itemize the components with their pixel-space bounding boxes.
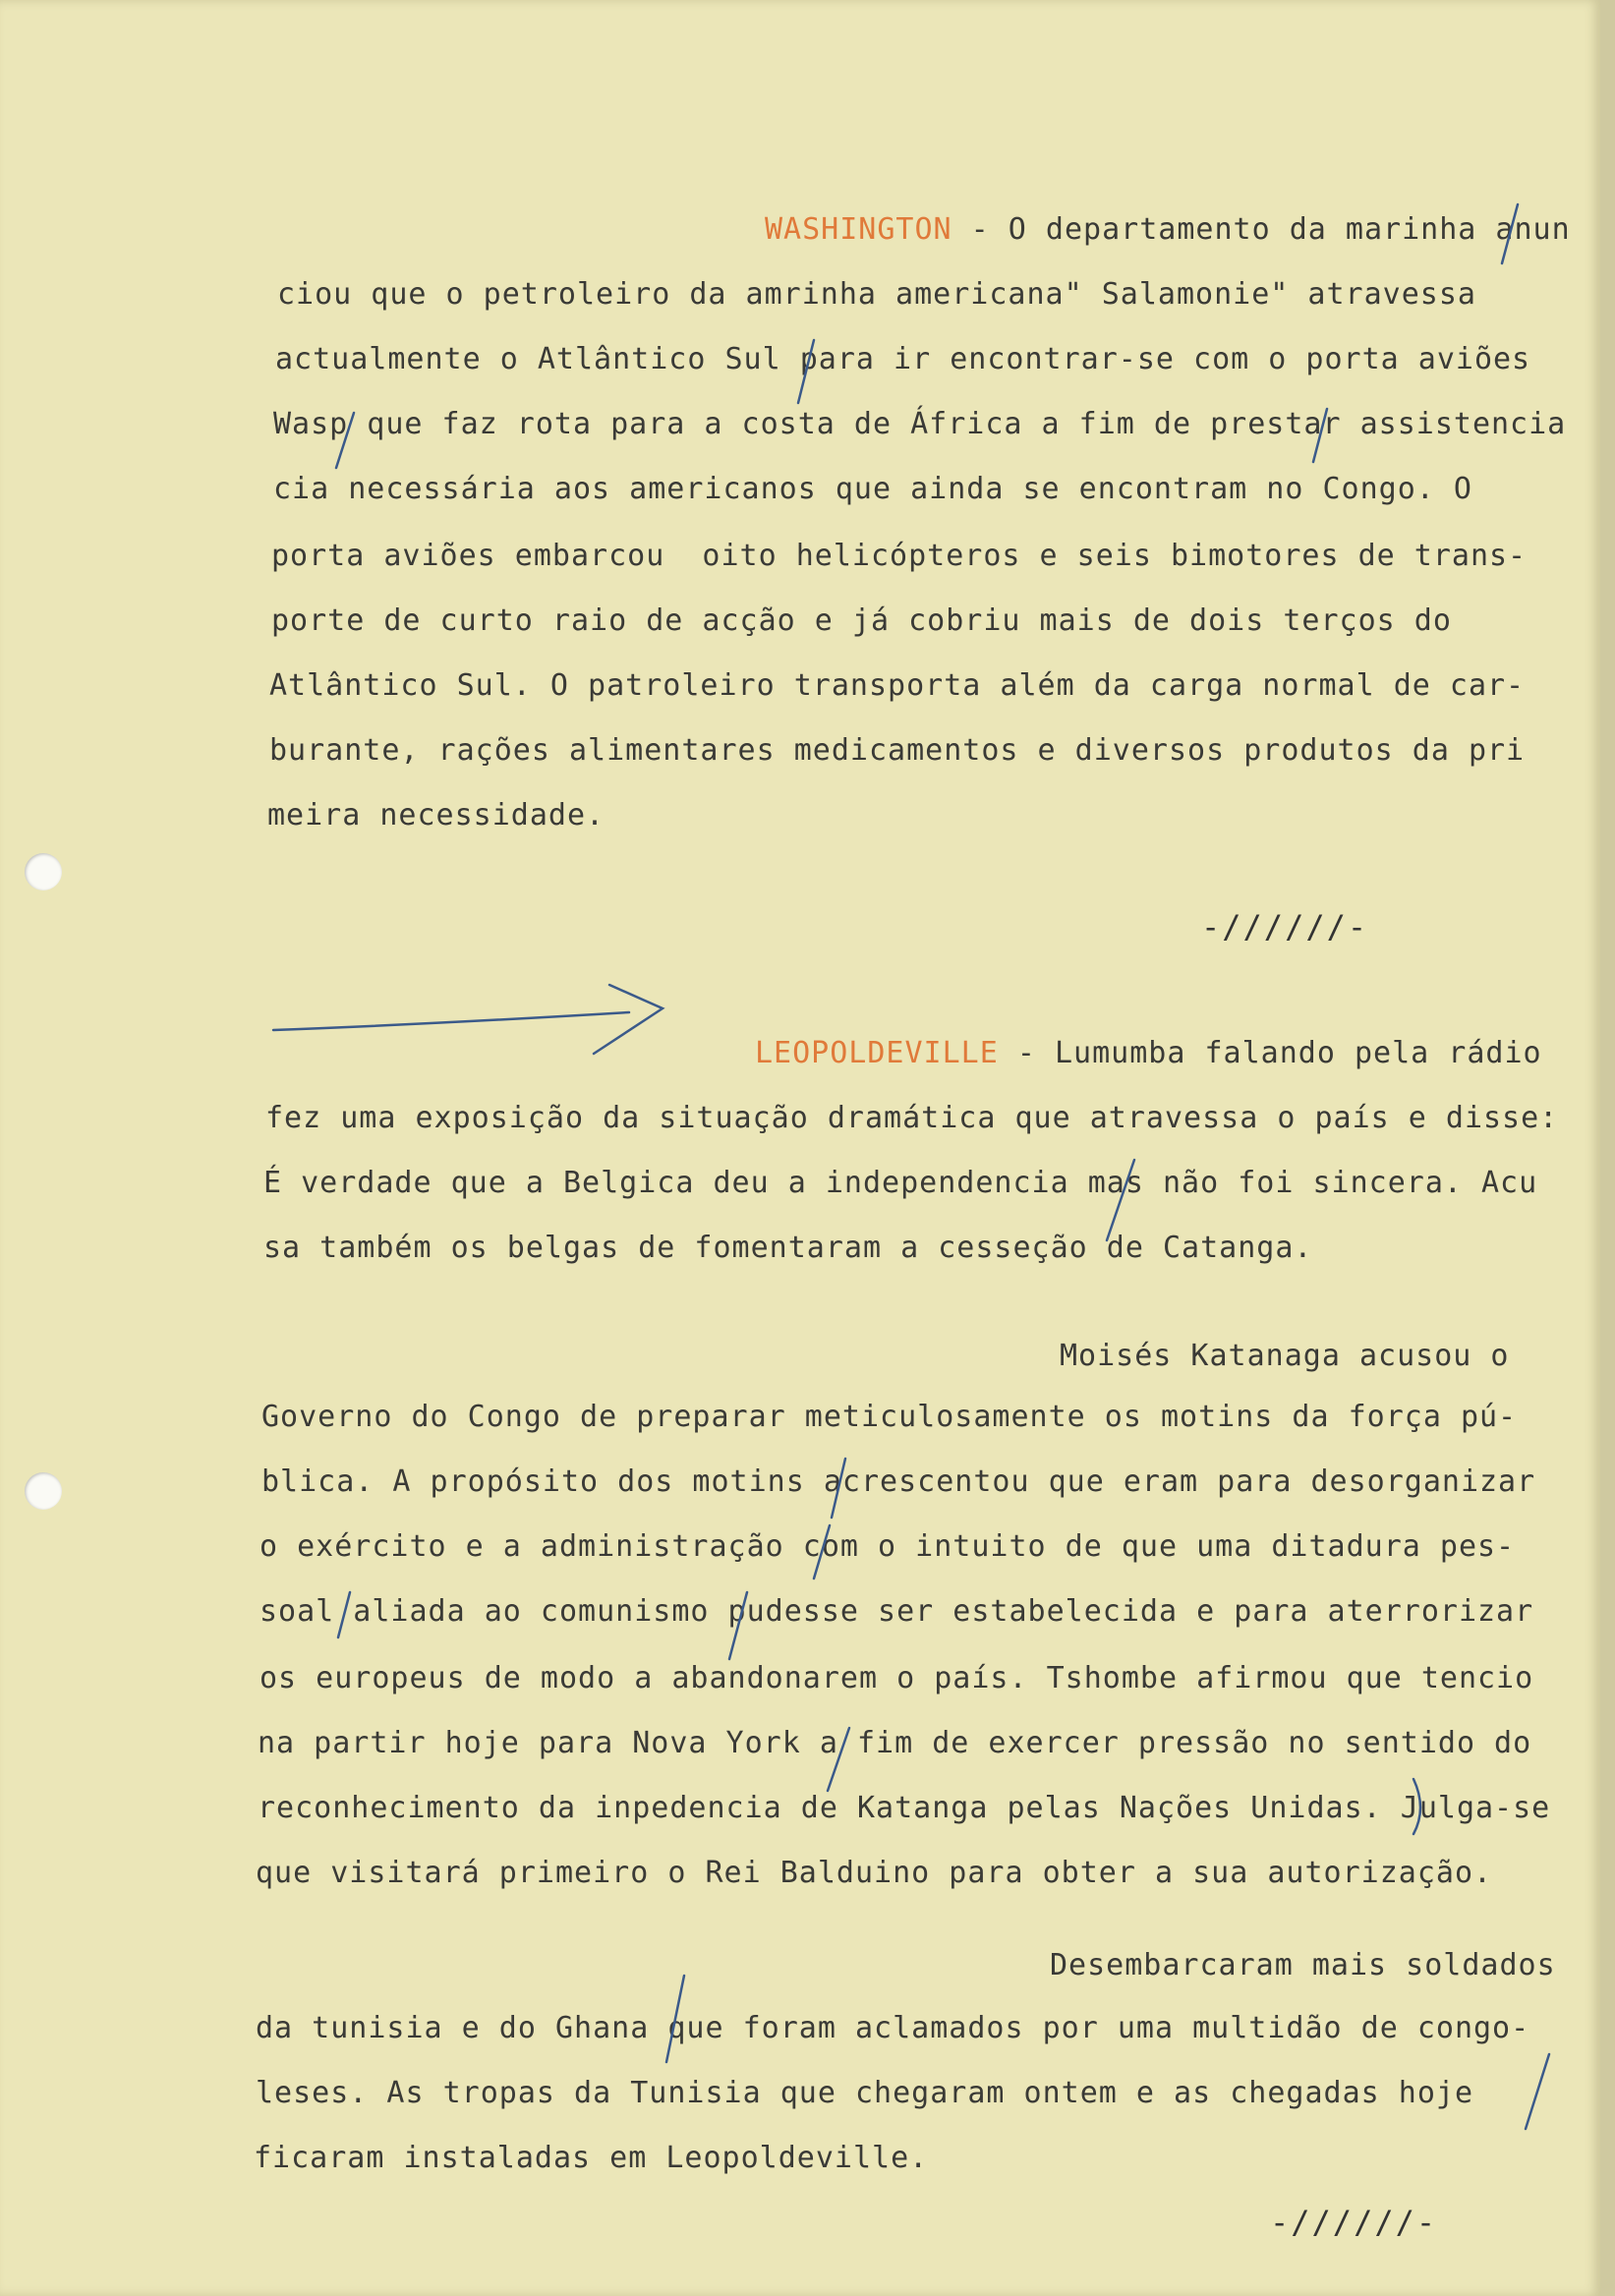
story-2-line-16: leses. As tropas da Tunisia que chegaram ontem e as chegadas hoje — [256, 2076, 1473, 2110]
story-2-line-2: fez uma exposição da situação dramática que atravessa o país e disse: — [265, 1101, 1559, 1135]
story-1-line-2: ciou que o petroleiro da amrinha americana" Salamonie" atravessa — [277, 277, 1476, 312]
story-1-line-10: meira necessidade. — [267, 798, 606, 832]
dateline-leopoldeville: LEOPOLDEVILLE — [755, 1036, 999, 1070]
story-1-line-1: WASHINGTON - O departamento da marinha anun — [765, 212, 1571, 247]
story-2-line-1: LEOPOLDEVILLE - Lumumba falando pela rádio — [755, 1036, 1542, 1070]
story-2-line-6: Governo do Congo de preparar meticulosamente os motins da força pú- — [261, 1400, 1518, 1434]
end-mark-1: -//////- — [1201, 908, 1369, 946]
story-2-line-3: É verdade que a Belgica deu a independencia mas não foi sincera. Acu — [263, 1166, 1538, 1200]
story-2-line-17: ficaram instaladas em Leopoldeville. — [254, 2141, 929, 2175]
story-2-line-15: da tunisia e do Ghana que foram aclamados por uma multidão de congo- — [256, 2011, 1530, 2045]
story-2-line-12: reconhecimento da inpedencia de Katanga pelas Nações Unidas. Julga-se — [258, 1791, 1551, 1825]
story-2-line-11: na partir hoje para Nova York a fim de exercer pressão no sentido do — [258, 1726, 1532, 1760]
story-2-line-7: blica. A propósito dos motins acrescentou que eram para desorganizar — [261, 1464, 1536, 1499]
story-2-line-9: soal aliada ao comunismo pudesse ser estabelecida e para aterrorizar — [260, 1594, 1534, 1629]
story-1-line-7: porte de curto raio de acção e já cobriu mais de dois terços do — [271, 603, 1452, 638]
story-2-line-14: Desembarcaram mais soldados — [1050, 1948, 1556, 1982]
story-2-line-10: os europeus de modo a abandonarem o país. Tshombe afirmou que tencio — [260, 1661, 1534, 1695]
dateline-washington: WASHINGTON — [765, 212, 952, 247]
end-mark-2: -//////- — [1270, 2204, 1438, 2241]
story-2-line-5: Moisés Katanaga acusou o — [1060, 1339, 1510, 1373]
story-1-line-6: porta aviões embarcou oito helicópteros e seis bimotores de trans- — [271, 539, 1528, 573]
story-2-line-13: que visitará primeiro o Rei Balduino para obter a sua autorização. — [256, 1856, 1493, 1890]
story-1-line-9: burante, rações alimentares medicamentos e diversos produtos da pri — [269, 733, 1526, 768]
story-2-line-4: sa também os belgas de fomentaram a cesseção de Catanga. — [263, 1231, 1313, 1265]
story-2-line-8: o exército e a administração com o intuito de que uma ditadura pes- — [260, 1529, 1516, 1564]
story-1-line-8: Atlântico Sul. O patroleiro transporta além da carga normal de car- — [269, 668, 1526, 703]
story-1-line-4: Wasp que faz rota para a costa de África a fim de prestar assistencia — [273, 407, 1567, 441]
story-1-line-5: cia necessária aos americanos que ainda se encontram no Congo. O — [273, 472, 1472, 506]
paper-edge — [1600, 0, 1615, 2296]
story-1-line-3: actualmente o Atlântico Sul para ir encontrar-se com o porta aviões — [275, 342, 1531, 376]
